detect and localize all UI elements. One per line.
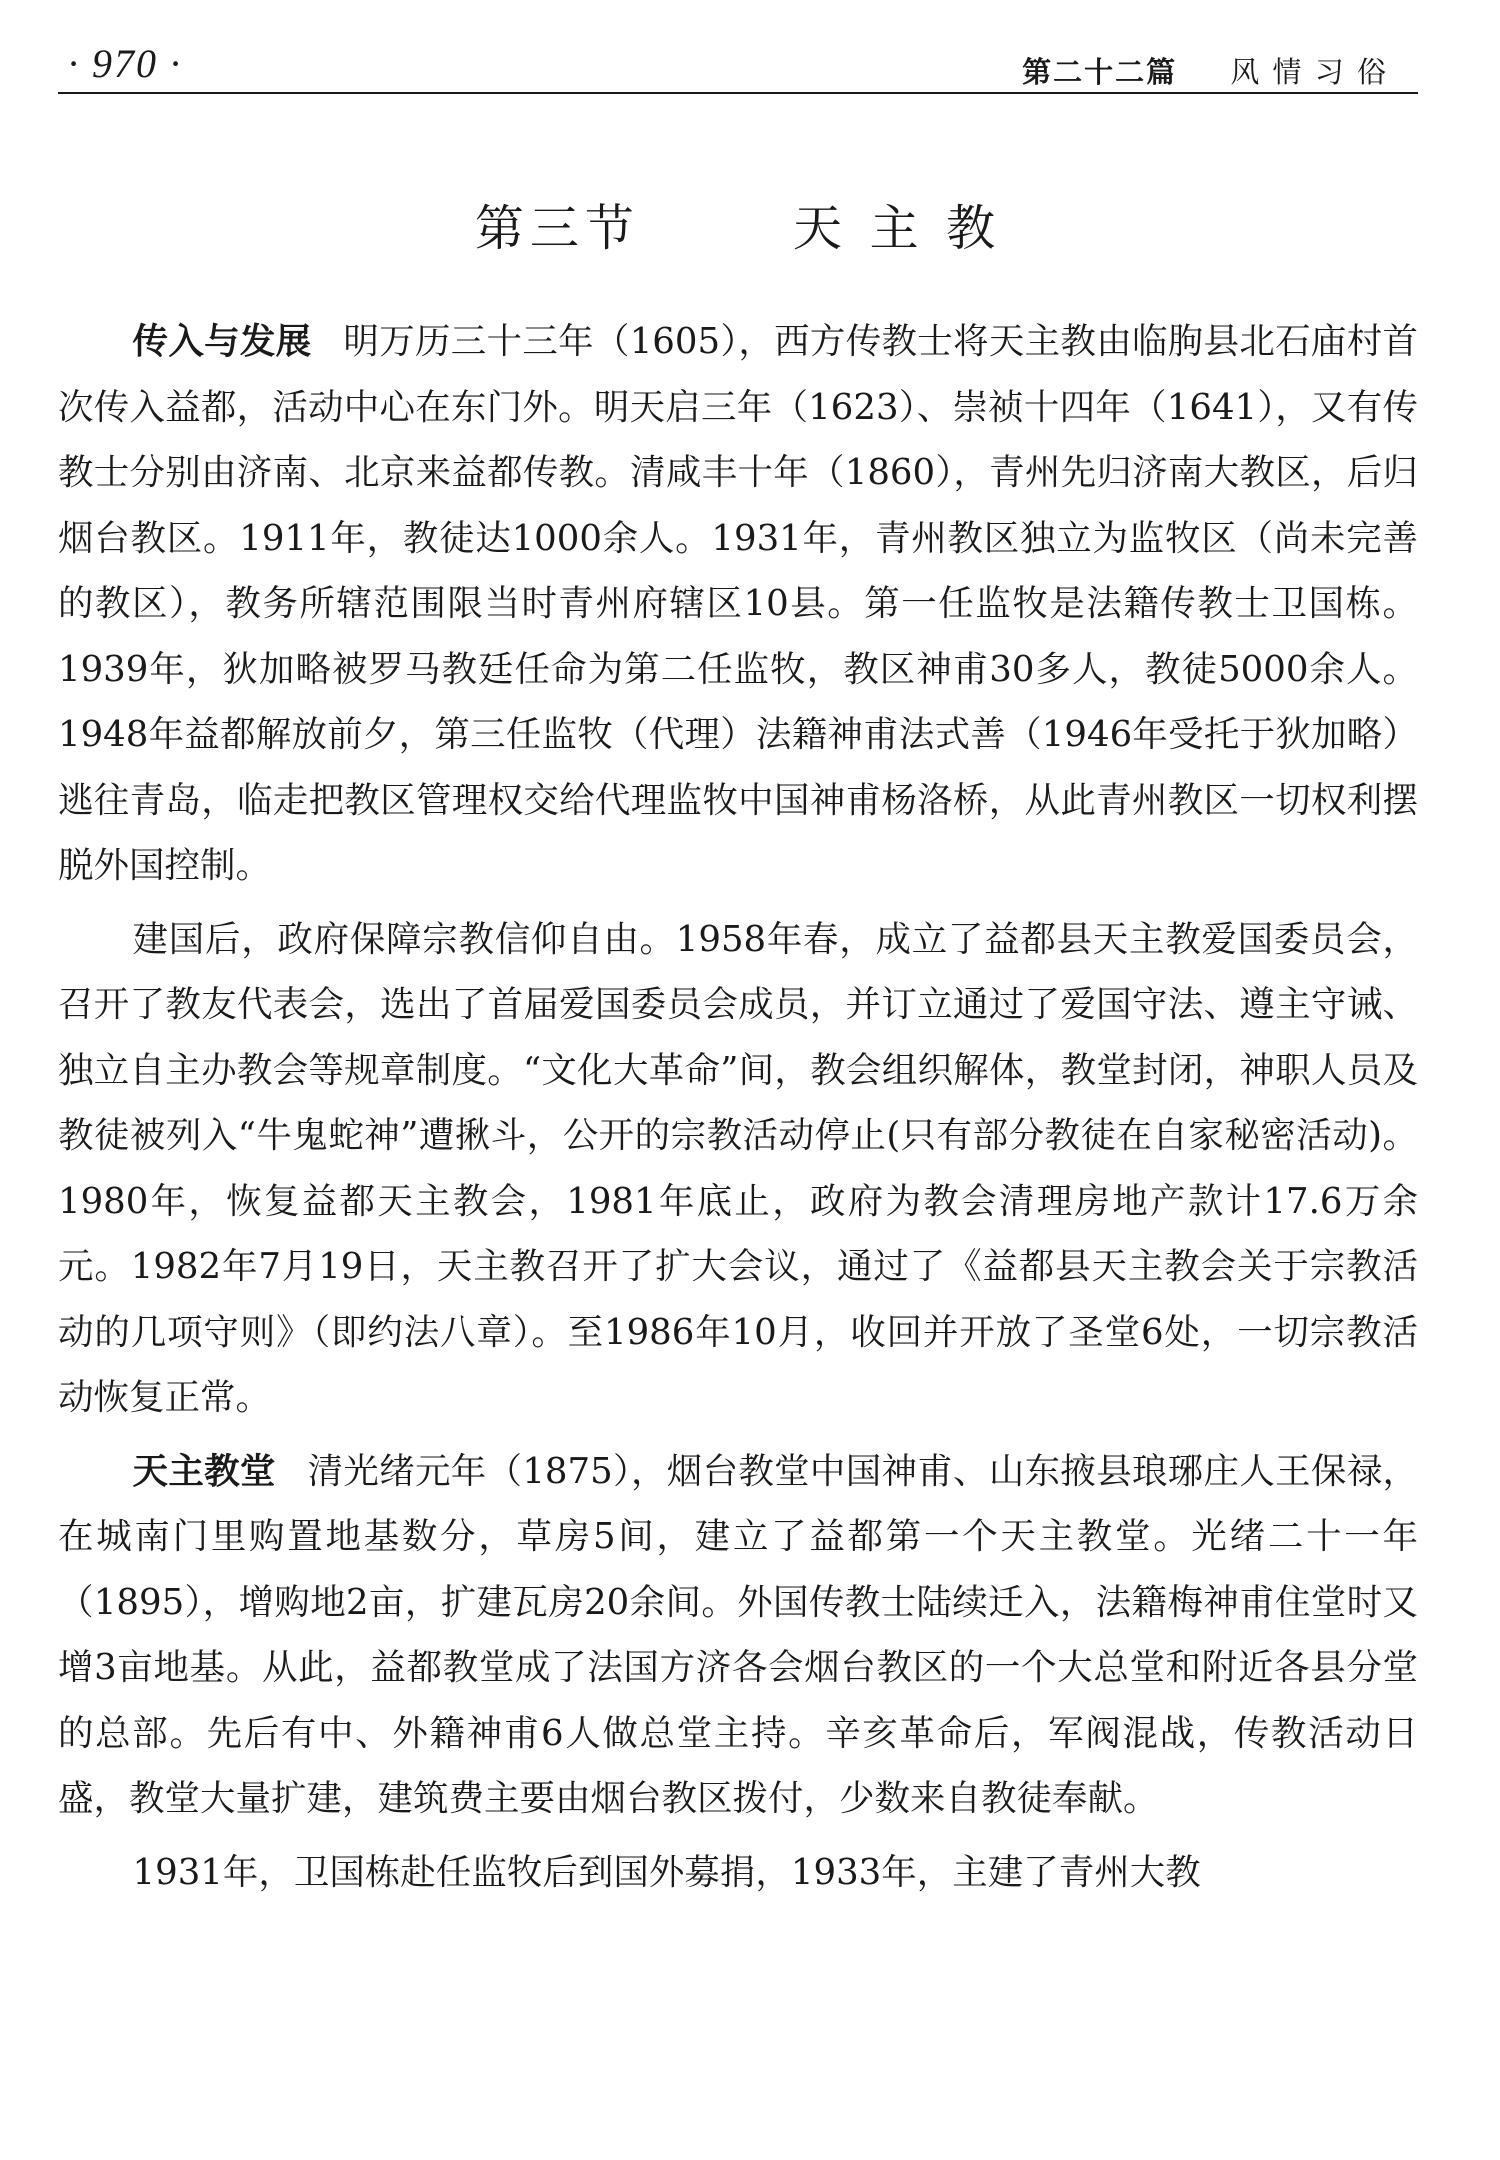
body-text <box>58 309 1418 1905</box>
paragraph-heading: 传入与发展 <box>132 321 312 362</box>
paragraph-text: 明万历三十三年（1605），西方传教士将天主教由临朐县北石庙村首次传入益都，活动中心在东门外。明天启三年（1623）、崇祯十四年（1641），又有传教士分别由济南、北京来益都传教。清咸丰十年（1860），青州先归济南大教区，后归烟台教区。1911年，教徒达1000余人。1931年，青州教区独立为监牧区（尚未完善的教区），教务所辖范围限当时青州府辖区10县。第一任监牧是法籍传教士卫国栋。1939年，狄加略被罗马教廷任命为第二任监牧，教区神甫30多人，教徒5000余人。1948年益都解放前夕，第三任监牧（代理）法籍神甫法式善（1946年受托于狄加略）逃往青岛，临走把教区管理权交给代理监牧中国神甫杨洛桥，从此青州教区一切权利摆脱外国控制。 <box>58 321 1418 886</box>
section-title <box>58 194 1418 264</box>
page-number: · 970 · <box>68 41 182 86</box>
section-name: 天 主 教 <box>793 200 1002 257</box>
paragraph <box>58 1840 1418 1906</box>
topic-label: 风 情 习 俗 <box>1230 55 1388 89</box>
paragraph-text: 清光绪元年（1875），烟台教堂中国神甫、山东掖县琅琊庄人王保禄，在城南门里购置地基数分，草房5间，建立了益都第一个天主教堂。光绪二十一年（1895），增购地2亩，扩建瓦房20余间。外国传教士陆续迁入，法籍梅神甫住堂时又增3亩地基。从此，益都教堂成了法国方济各会烟台教区的一个大总堂和附近各县分堂的总部。先后有中、外籍神甫6人做总堂主持。辛亥革命后，军阀混战，传教活动日盛，教堂大量扩建，建筑费主要由烟台教区拨付，少数来自教徒奉献。 <box>58 1450 1418 1819</box>
book-page <box>58 40 1418 2130</box>
chapter-heading <box>1022 50 1388 91</box>
paragraph <box>58 309 1418 899</box>
section-number: 第三节 <box>474 200 640 257</box>
part-label: 第二十二篇 <box>1022 55 1178 89</box>
paragraph-text: 建国后，政府保障宗教信仰自由。1958年春，成立了益都县天主教爱国委员会，召开了教友代表会，选出了首届爱国委员会成员，并订立通过了爱国守法、遵主守诫、独立自主办教会等规章制度。“文化大革命”间，教会组织解体，教堂封闭，神职人员及教徒被列入“牛鬼蛇神”遭揪斗，公开的宗教活动停止(只有部分教徒在自家秘密活动)。1980年，恢复益都天主教会，1981年底止，政府为教会清理房地产款计17.6万余元。1982年7月19日，天主教召开了扩大会议，通过了《益都县天主教会关于宗教活动的几项守则》（即约法八章）。至1986年10月，收回并开放了圣堂6处，一切宗教活动恢复正常。 <box>58 918 1418 1418</box>
paragraph <box>58 1439 1418 1832</box>
paragraph-heading: 天主教堂 <box>132 1450 276 1492</box>
paragraph <box>58 907 1418 1431</box>
running-header <box>58 40 1418 94</box>
paragraph-text: 1931年，卫国栋赴任监牧后到国外募捐，1933年，主建了青州大教 <box>132 1851 1201 1893</box>
